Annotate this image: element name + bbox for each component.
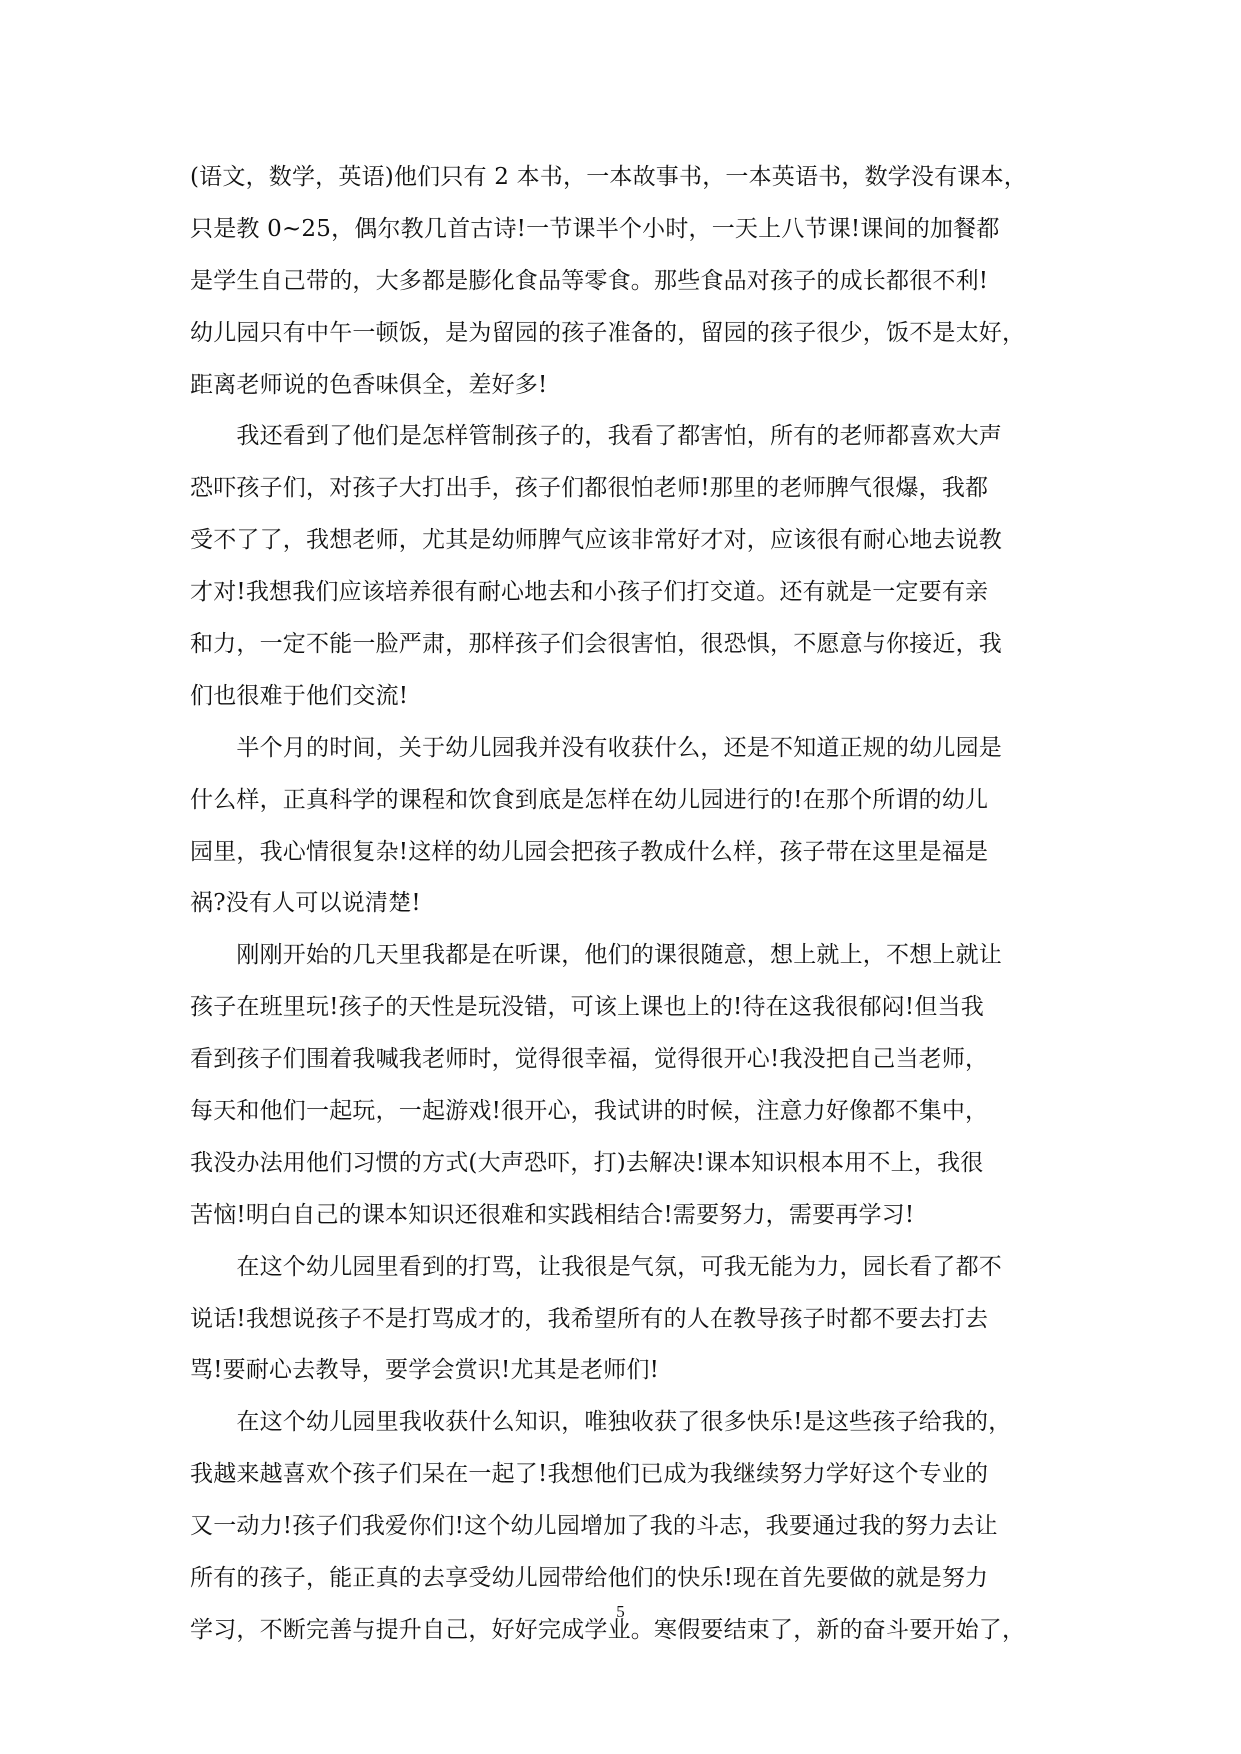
text-line: 我越来越喜欢个孩子们呆在一起了!我想他们已成为我继续努力学好这个专业的 (190, 1461, 989, 1488)
text-line: 恐吓孩子们，对孩子大打出手，孩子们都很怕老师!那里的老师脾气很爆，我都 (190, 475, 989, 502)
text-line: 半个月的时间，关于幼儿园我并没有收获什么，还是不知道正规的幼儿园是 (190, 734, 1002, 761)
text-line: 在这个幼儿园里我收获什么知识，唯独收获了很多快乐!是这些孩子给我的， (190, 1409, 1012, 1436)
text-line: 们也很难于他们交流! (190, 682, 409, 709)
text-line: 距离老师说的色香味俱全，差好多! (190, 371, 548, 398)
text-line: 和力，一定不能一脸严肃，那样孩子们会很害怕，很恐惧，不愿意与你接近，我 (190, 631, 1002, 658)
text-line: 只是教 0~25，偶尔教几首古诗!一节课半个小时，一天上八节课!课间的加餐都 (190, 215, 1000, 242)
text-line: 我没办法用他们习惯的方式(大声恐吓，打)去解决!课本知识根本用不上，我很 (190, 1149, 984, 1176)
text-line: 什么样，正真科学的课程和饮食到底是怎样在幼儿园进行的!在那个所谓的幼儿 (190, 786, 989, 813)
text-line: 我还看到了他们是怎样管制孩子的，我看了都害怕，所有的老师都喜欢大声 (190, 423, 1002, 450)
text-line: 受不了了，我想老师，尤其是幼师脾气应该非常好才对，应该很有耐心地去说教 (190, 527, 1002, 554)
text-line: 每天和他们一起玩，一起游戏!很开心，我试讲的时候，注意力好像都不集中， (190, 1098, 989, 1125)
text-line: 苦恼!明白自己的课本知识还很难和实践相结合!需要努力，需要再学习! (190, 1201, 915, 1228)
text-line: 祸?没有人可以说清楚! (190, 890, 421, 917)
text-line: 说话!我想说孩子不是打骂成才的，我希望所有的人在教导孩子时都不要去打去 (190, 1305, 989, 1332)
text-line: 是学生自己带的，大多都是膨化食品等零食。那些食品对孩子的成长都很不利! (190, 267, 989, 294)
text-line: 学习，不断完善与提升自己，好好完成学业。寒假要结束了，新的奋斗要开始了， (190, 1616, 1026, 1643)
text-line: 在这个幼儿园里看到的打骂，让我很是气氛，可我无能为力，园长看了都不 (190, 1253, 1002, 1280)
text-line: 刚刚开始的几天里我都是在听课，他们的课很随意，想上就上，不想上就让 (190, 942, 1002, 969)
page-number: 5 (616, 1602, 625, 1621)
text-line: 园里，我心情很复杂!这样的幼儿园会把孩子教成什么样，孩子带在这里是福是 (190, 838, 989, 865)
text-line: 所有的孩子，能正真的去享受幼儿园带给他们的快乐!现在首先要做的就是努力 (190, 1565, 989, 1592)
text-line: 骂!要耐心去教导，要学会赏识!尤其是老师们! (190, 1357, 660, 1384)
text-line: 孩子在班里玩!孩子的天性是玩没错，可该上课也上的!待在这我很郁闷!但当我 (190, 994, 984, 1021)
text-line: 看到孩子们围着我喊我老师时，觉得很幸福，觉得很开心!我没把自己当老师， (190, 1046, 989, 1073)
body-text (190, 152, 1090, 1657)
text-line: 才对!我想我们应该培养很有耐心地去和小孩子们打交道。还有就是一定要有亲 (190, 579, 989, 606)
text-line: (语文，数学，英语)他们只有 2 本书，一本故事书，一本英语书，数学没有课本， (190, 164, 1028, 190)
text-line: 幼儿园只有中午一顿饭，是为留园的孩子准备的，留园的孩子很少，饭不是太好， (190, 319, 1026, 346)
text-line: 又一动力!孩子们我爱你们!这个幼儿园增加了我的斗志，我要通过我的努力去让 (190, 1513, 998, 1540)
